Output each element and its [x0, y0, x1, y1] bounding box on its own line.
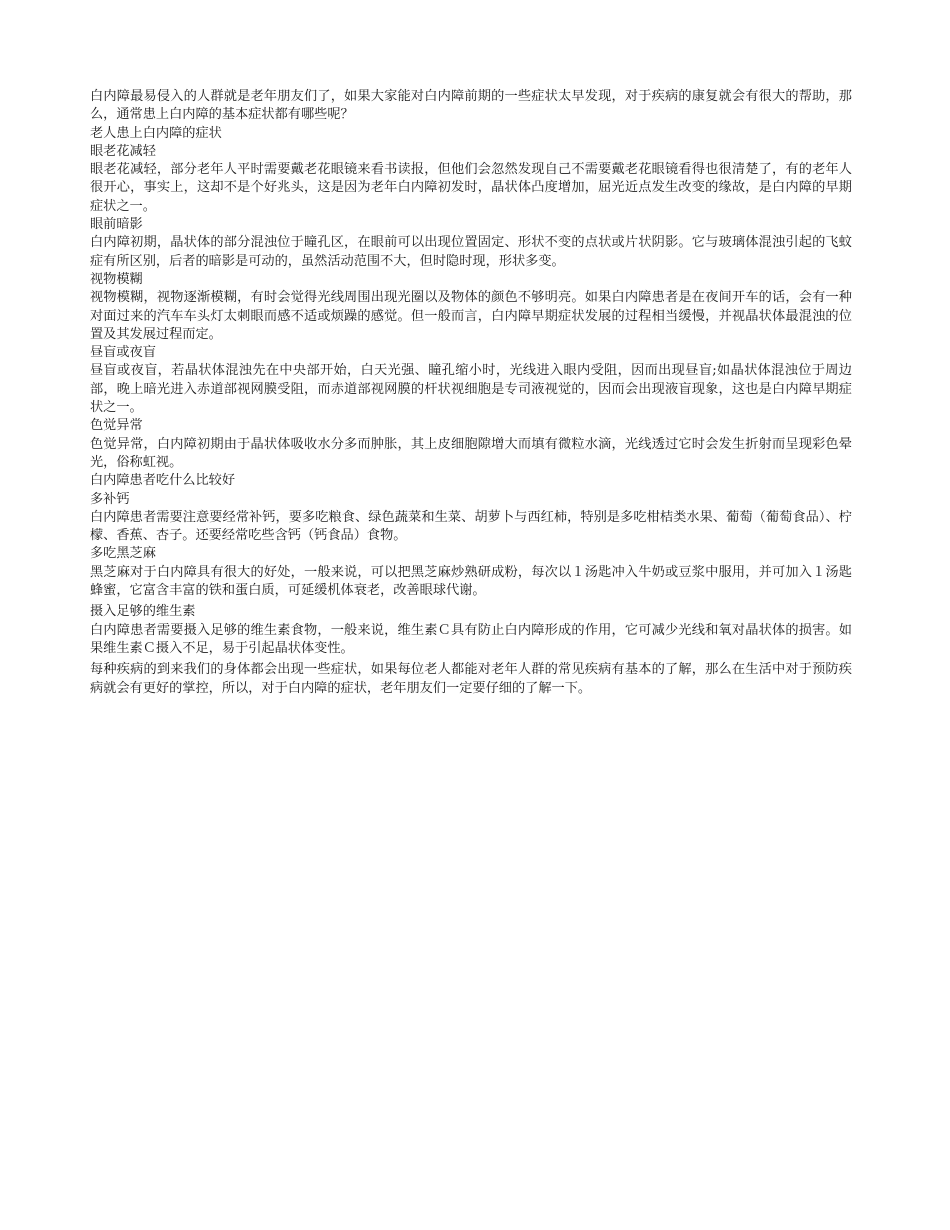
paragraph-blurred-vision: 视物模糊，视物逐渐模糊，有时会觉得光线周围出现光圈以及物体的颜色不够明亮。如果白内障患者是在夜间开车的话，会有一种对面过来的汽车车头灯太刺眼而感不适或烦躁的感觉。但一般而言，白内障早期症状发展的过程相当缓慢，并视晶状体最混浊的位置及其发展过程而定。 — [90, 290, 852, 342]
section-title-symptoms: 老人患上白内障的症状 — [90, 125, 222, 141]
subheading-presbyopia-reduced: 眼老花减轻 — [90, 143, 156, 159]
subheading-color-vision: 色觉异常 — [90, 418, 143, 434]
subheading-calcium: 多补钙 — [90, 491, 130, 507]
article — [90, 88, 852, 698]
subheading-blurred-vision: 视物模糊 — [90, 271, 143, 287]
paragraph-presbyopia-reduced: 眼老花减轻，部分老年人平时需要戴老花眼镜来看书读报，但他们会忽然发现自己不需要戴老花眼镜看得也很清楚了，有的老年人很开心，事实上，这却不是个好兆头，这是因为老年白内障初发时，晶状体凸度增加，屈光近点发生改变的缘故，是白内障的早期症状之一。 — [90, 162, 852, 214]
paragraph-black-sesame: 黑芝麻对于白内障具有很大的好处，一般来说，可以把黑芝麻炒熟研成粉，每次以１汤匙冲入牛奶或豆浆中服用，并可加入１汤匙蜂蜜，它富含丰富的铁和蛋白质，可延缓机体衰老，改善眼球代谢。 — [90, 564, 852, 599]
section-title-diet: 白内障患者吃什么比较好 — [90, 473, 236, 489]
paragraph-color-vision: 色觉异常，白内障初期由于晶状体吸收水分多而肿胀，其上皮细胞隙增大而填有微粒水滴，光线透过它时会发生折射而呈现彩色晕光，俗称虹视。 — [90, 436, 852, 470]
paragraph-vitamins: 白内障患者需要摄入足够的维生素食物，一般来说，维生素Ｃ具有防止白内障形成的作用，它可减少光线和氧对晶状体的损害。如果维生素Ｃ摄入不足，易于引起晶状体变性。 — [90, 622, 852, 656]
paragraph-day-night-blindness: 昼盲或夜盲，若晶状体混浊先在中央部开始，白天光强、瞳孔缩小时，光线进入眼内受阻，因而出现昼盲;如晶状体混浊位于周边部，晚上暗光进入赤道部视网膜受阻，而赤道部视网膜的杆状视细胞是专司液视觉的，因而会出现液盲现象，这也是白内障早期症状之一。 — [90, 363, 852, 416]
subheading-dark-shadow: 眼前暗影 — [90, 217, 143, 233]
subheading-black-sesame: 多吃黑芝麻 — [90, 546, 156, 562]
paragraph-calcium: 白内障患者需要注意要经常补钙，要多吃粮食、绿色蔬菜和生菜、胡萝卜与西红柿，特别是多吃柑桔类水果、葡萄（葡萄食品）、柠檬、香蕉、杏子。还要经常吃些含钙（钙食品）食物。 — [90, 509, 852, 544]
subheading-day-night-blindness: 昼盲或夜盲 — [90, 345, 156, 361]
subheading-vitamins: 摄入足够的维生素 — [90, 604, 196, 620]
intro-paragraph: 白内障最易侵入的人群就是老年朋友们了，如果大家能对白内障前期的一些症状太早发现，对于疾病的康复就会有很大的帮助，那么，通常患上白内障的基本症状都有哪些呢？ — [90, 89, 852, 123]
conclusion-paragraph: 每种疾病的到来我们的身体都会出现一些症状，如果每位老人都能对老年人群的常见疾病有基本的了解，那么在生活中对于预防疾病就会有更好的掌控，所以，对于白内障的症状，老年朋友们一定要仔细的了解一下。 — [90, 662, 852, 696]
paragraph-dark-shadow: 白内障初期，晶状体的部分混浊位于瞳孔区，在眼前可以出现位置固定、形状不变的点状或片状阴影。它与玻璃体混浊引起的飞蚊症有所区别，后者的暗影是可动的，虽然活动范围不大，但时隐时现，形状多变。 — [90, 235, 852, 269]
